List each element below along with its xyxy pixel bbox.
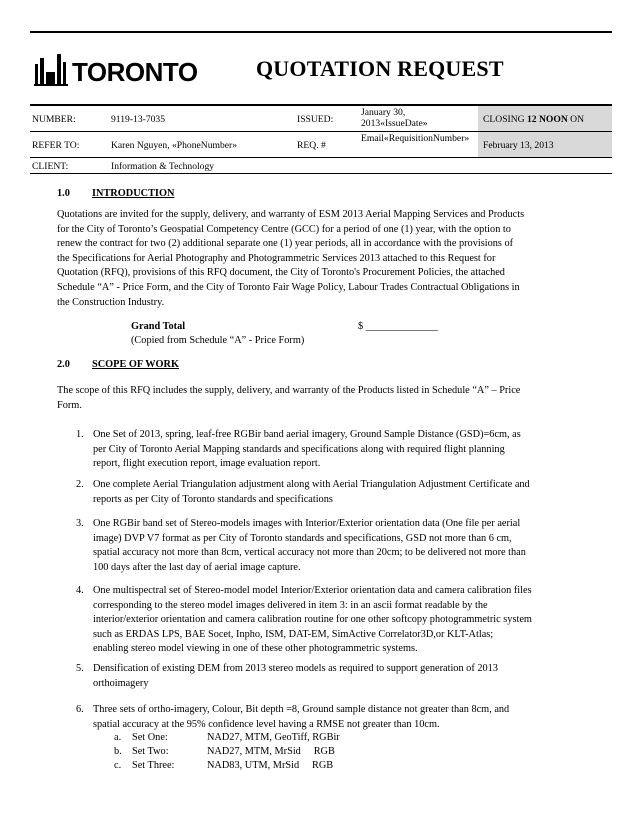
req-label: REQ. # <box>297 140 326 151</box>
refer-value: Karen Nguyen, «PhoneNumber» <box>111 140 238 151</box>
list-item-line: One multispectral set of Stereo-model model Interior/Exterior orientation data and camera calibration files <box>93 585 532 596</box>
list-item-number: 4. <box>76 585 84 596</box>
grand-total-label: Grand Total <box>131 321 186 332</box>
issued-label: ISSUED: <box>297 114 334 125</box>
intro-paragraph <box>57 208 617 310</box>
paragraph-line: Schedule “A” - Price Form, and the City of Toronto Fair Wage Policy, Labour Trades Contractual Obligations in <box>57 281 520 293</box>
sub-item-letter: c. <box>114 760 122 771</box>
closing-time-bold: 12 NOON <box>526 114 568 125</box>
row-divider <box>30 131 612 132</box>
list-item-line: One Set of 2013, spring, leaf-free RGBir band aerial imagery, Ground Sample Distance (GSD)=6cm, as <box>93 429 521 440</box>
paragraph-line: renew the contract for two (2) additional separate one (1) year periods, all in accordance with the provisions of <box>57 238 514 250</box>
req-value: Email«RequisitionNumber» <box>361 133 470 144</box>
paragraph-line: the Specifications for Aerial Photography and Photogrammetric Services 2013 attached to this Request for <box>57 252 496 264</box>
number-label: NUMBER: <box>32 114 76 125</box>
section-number: 1.0 <box>57 188 70 199</box>
list-item-line: enabling stereo model viewing in one of these other photogrammetric systems. <box>93 643 418 655</box>
list-item-line: One RGBir band set of Stereo-models images with Interior/Exterior orientation data (One file per aerial <box>93 518 521 529</box>
number-value: 9119-13-7035 <box>111 114 166 125</box>
page-title: QUOTATION REQUEST <box>256 56 504 81</box>
logo-wordmark: TORONTO <box>72 57 198 87</box>
city-logo <box>34 50 198 90</box>
row-divider <box>30 157 612 158</box>
list-item <box>93 517 623 575</box>
section-title: INTRODUCTION <box>92 188 175 199</box>
paragraph-line: the Construction Industry. <box>57 296 165 308</box>
issued-value: January 30, 2013«IssueDate» <box>361 107 428 129</box>
list-item-line: orthoimagery <box>93 677 149 689</box>
paragraph-line: Form. <box>57 399 82 411</box>
quotation-info-table <box>30 104 612 174</box>
paragraph-line: for the City of Toronto’s Geospatial Competency Centre (GCC) for a period of one (1) year, with the option to <box>57 223 511 235</box>
closing-suffix: ON <box>570 114 585 125</box>
sub-item-name: Set Three: <box>132 760 175 771</box>
header-top-rule <box>30 31 612 33</box>
sub-item-letter: a. <box>114 732 122 743</box>
sub-item-name: Set Two: <box>132 746 169 757</box>
list-item-line: report, flight execution report, image evaluation report. <box>93 458 321 470</box>
scope-intro <box>57 384 622 413</box>
paragraph-line: Quotation (RFQ), provisions of this RFQ document, the City of Toronto's Procurement Policies, the attached <box>57 267 505 279</box>
paragraph-line: The scope of this RFQ includes the supply, delivery, and warranty of the Products listed in Schedule “A” – Price <box>57 385 521 396</box>
list-item-number: 3. <box>76 518 84 529</box>
list-item-line: 100 days after the last day of aerial image capture. <box>93 561 301 573</box>
list-item <box>93 584 623 657</box>
grand-total-note: (Copied from Schedule “A” - Price Form) <box>131 335 305 346</box>
sub-item-spec: NAD27, MTM, MrSid RGB <box>207 746 335 757</box>
list-item-line: image) DVP V7 format as per City of Toronto standards and specifications, GSD not more than 6 cm, <box>93 532 512 544</box>
grand-total-value: $ ______________ <box>358 321 438 332</box>
list-item-line: One complete Aerial Triangulation adjustment along with Aerial Triangulation Adjustment Certificate and <box>93 479 530 490</box>
client-value: Information & Technology <box>111 161 215 172</box>
list-item-line: reports as per City of Toronto standards and specifications <box>93 493 333 505</box>
sub-item-name: Set One: <box>132 732 168 743</box>
client-label: CLIENT: <box>32 161 69 172</box>
list-item <box>93 662 623 691</box>
refer-label: REFER TO: <box>32 140 80 151</box>
list-item-line: interior/exterior orientation and camera calibration routine for one other softcopy photogrammetric system <box>93 614 532 626</box>
closing-date: February 13, 2013 <box>483 140 554 151</box>
list-item-line: Densification of existing DEM from 2013 stereo models as required to support generation of 2013 <box>93 663 498 674</box>
closing-prefix: CLOSING <box>483 114 525 125</box>
list-item-line: corresponding to the stereo model images delivered in item 3: in an ascii format readable by the <box>93 599 488 611</box>
list-item-number: 5. <box>76 663 84 674</box>
section-title: SCOPE OF WORK <box>92 359 179 370</box>
paragraph-line: Quotations are invited for the supply, delivery, and warranty of ESM 2013 Aerial Mapping Services and Products <box>57 209 525 220</box>
list-item-number: 6. <box>76 704 84 715</box>
list-item <box>93 703 623 732</box>
sub-item-spec: NAD27, MTM, GeoTiff, RGBir <box>207 732 340 743</box>
section-number: 2.0 <box>57 359 70 370</box>
list-item-line: spatial accuracy at the 95% confidence level having a RMSE not greater than 10cm. <box>93 718 440 730</box>
list-item-number: 2. <box>76 479 84 490</box>
city-hall-icon <box>34 52 68 86</box>
list-item <box>93 478 623 507</box>
list-item-line: per City of Toronto Aerial Mapping standards and specifications along with required flight planning <box>93 443 505 455</box>
sub-item-spec: NAD83, UTM, MrSid RGB <box>207 760 334 771</box>
list-item-line: such as ERDAS LPS, BAE Socet, Inpho, ISM, DAT-EM, SimActive Correlator3D,or KLT-Atlas; <box>93 628 494 640</box>
list-item-number: 1. <box>76 429 84 440</box>
sub-item-letter: b. <box>114 746 122 757</box>
closing-time <box>483 114 584 125</box>
list-item <box>93 428 623 472</box>
list-item-line: spatial accuracy not more than 8cm, vertical accuracy not more than 20cm; to be delivered not more than <box>93 547 526 559</box>
list-item-line: Three sets of ortho-imagery, Colour, Bit depth =8, Ground sample distance not greater than 8cm, and <box>93 704 510 715</box>
